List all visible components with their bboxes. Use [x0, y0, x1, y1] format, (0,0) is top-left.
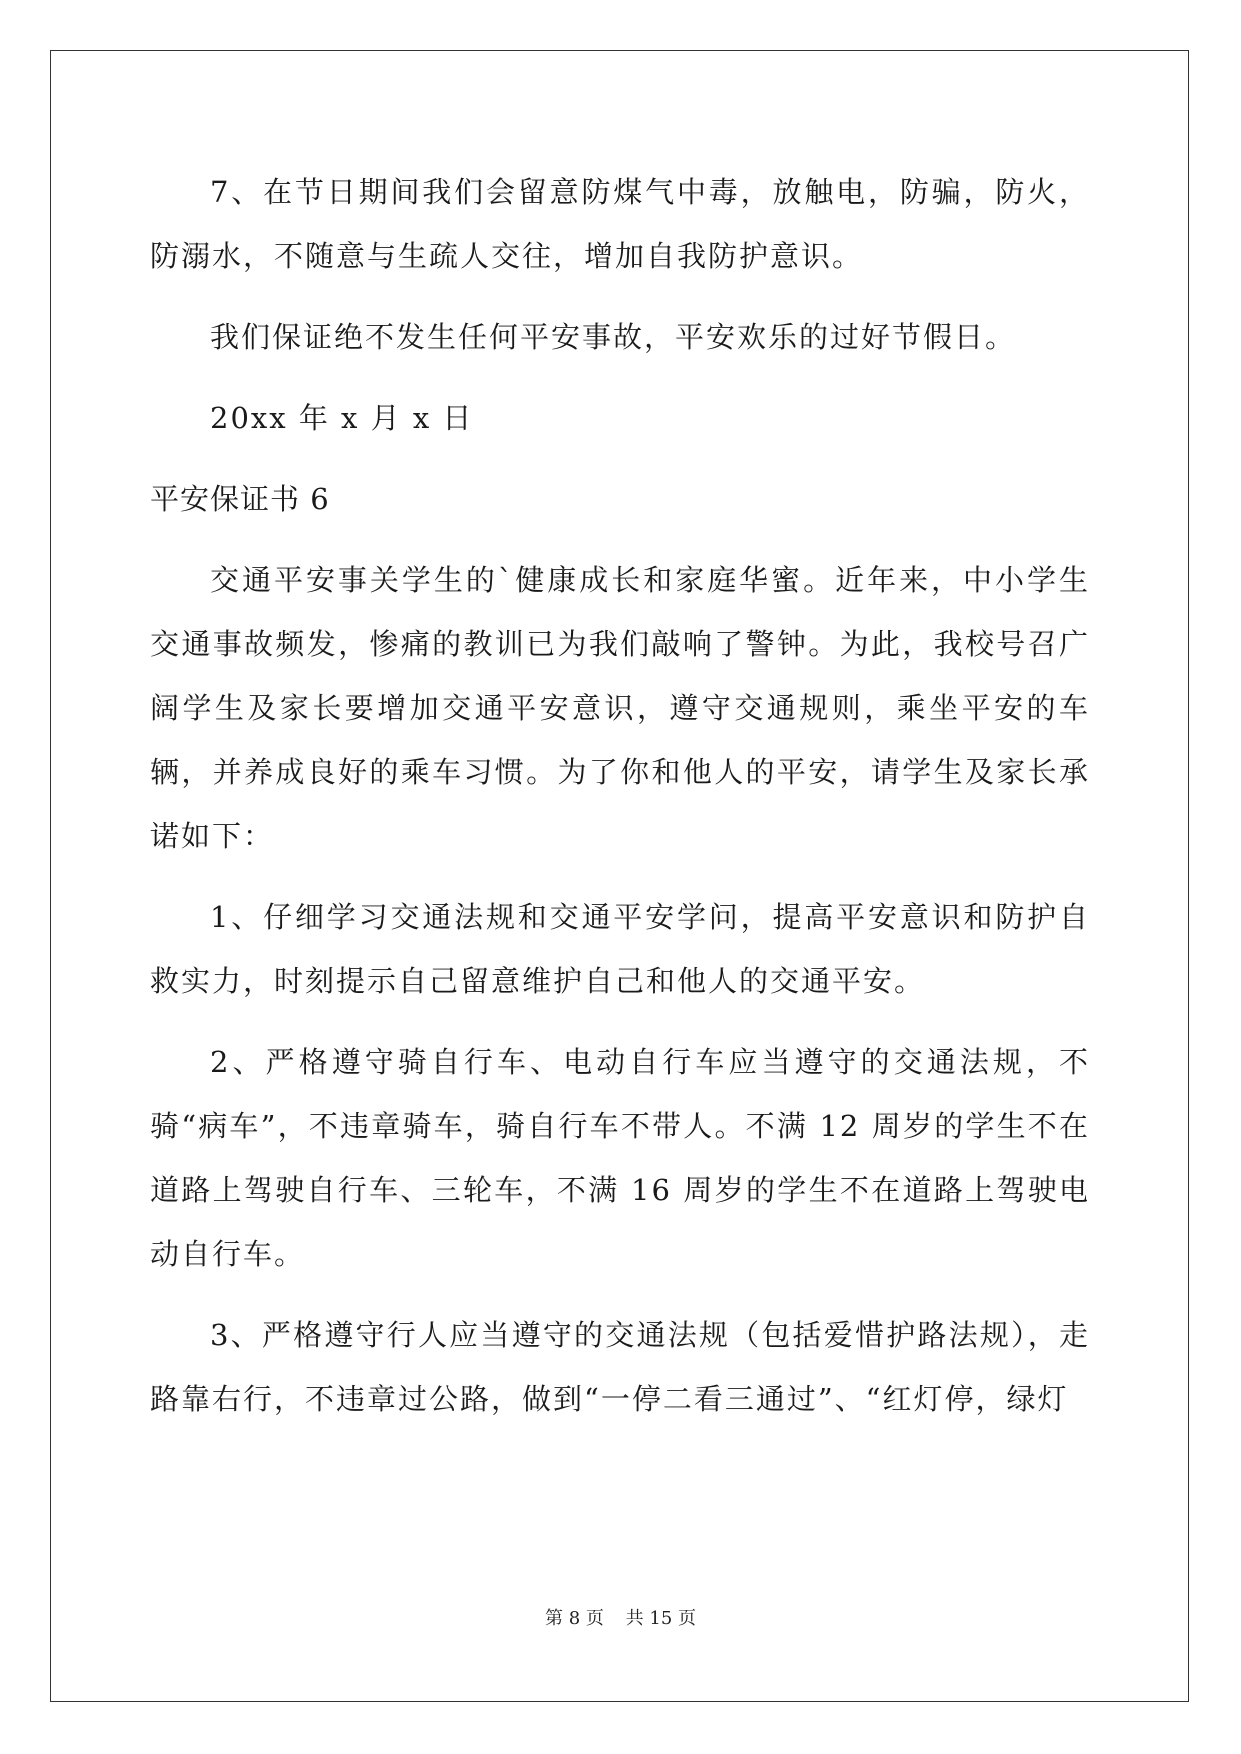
section-heading: 平安保证书 6 — [150, 482, 330, 516]
paragraph-item-3: 3、严格遵守行人应当遵守的交通法规（包括爱惜护路法规），走路靠右行，不违章过公路，做到“一停二看三通过”、“红灯停，绿灯 — [150, 1318, 1090, 1416]
paragraph-item-7: 7、在节日期间我们会留意防煤气中毒，放触电，防骗，防火，防溺水，不随意与生疏人交往，增加自我防护意识。 — [150, 175, 1090, 273]
date-line: 20xx 年 x 月 x 日 — [210, 401, 474, 435]
page-number: 第 8 页 — [545, 1608, 604, 1629]
document-body — [150, 160, 1090, 1448]
paragraph-guarantee: 我们保证绝不发生任何平安事故，平安欢乐的过好节假日。 — [210, 320, 1017, 354]
paragraph-item-1: 1、仔细学习交通法规和交通平安学问，提高平安意识和防护自救实力，时刻提示自己留意维护自己和他人的交通平安。 — [150, 900, 1090, 998]
page-footer — [0, 1604, 1241, 1630]
page-total: 共 15 页 — [625, 1608, 696, 1629]
paragraph-item-2: 2、严格遵守骑自行车、电动自行车应当遵守的交通法规，不骑“病车”，不违章骑车，骑自行车不带人。不满 12 周岁的学生不在道路上驾驶自行车、三轮车，不满 16 周岁的学生不在道路上驾驶电动自行车。 — [150, 1045, 1090, 1271]
paragraph-intro: 交通平安事关学生的`健康成长和家庭华蜜。近年来，中小学生交通事故频发，惨痛的教训已为我们敲响了警钟。为此，我校号召广阔学生及家长要增加交通平安意识，遵守交通规则，乘坐平安的车辆，并养成良好的乘车习惯。为了你和他人的平安，请学生及家长承诺如下： — [150, 563, 1090, 853]
